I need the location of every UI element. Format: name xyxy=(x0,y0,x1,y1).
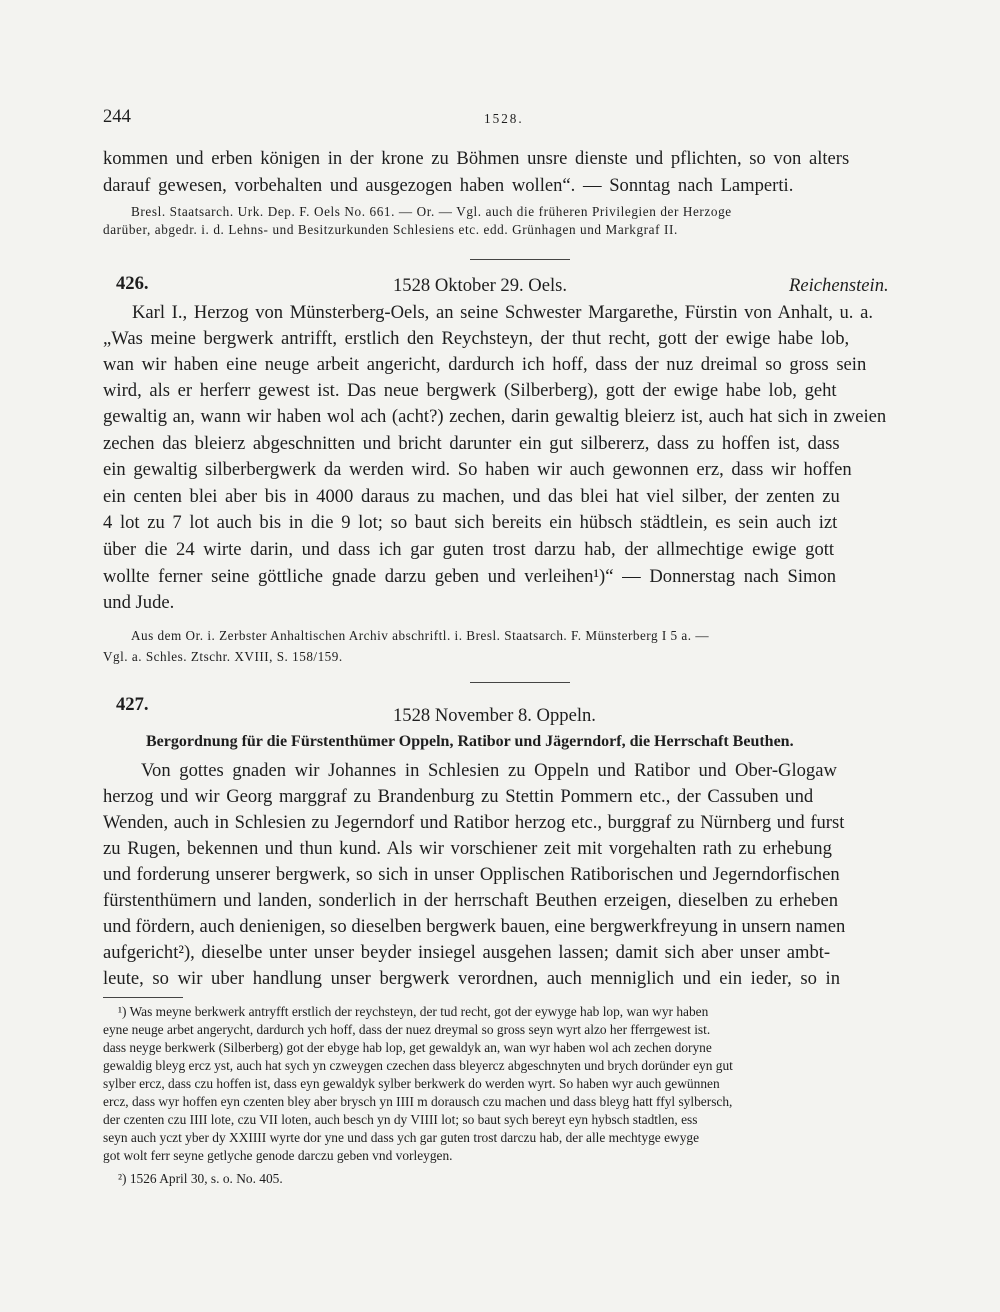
text-line: aufgericht²), dieselbe unter unser beyder insiegel ausgehen lassen; damit sich aber unser ambt- xyxy=(103,942,831,963)
source-note: Vgl. a. Schles. Ztschr. XVIII, S. 158/159. xyxy=(103,649,343,664)
document-date: 1528 Oktober 29. Oels. xyxy=(393,275,568,296)
text-line: und fördern, auch denienigen, so dieselben bergwerk bauen, eine bergwerkfreyung in unsern namen xyxy=(103,916,846,937)
footnote-line: eyne neuge arbet angerycht, dardurch ych hoff, dass der nuez dreymal so gross seyn wyrt alzo her fferrgewest ist. xyxy=(103,1022,711,1037)
footnote-rule xyxy=(103,997,183,998)
text-line: wird, als er herferr gewest ist. Das neue bergwerk (Silberberg), gott der ewige habe lob, geht xyxy=(103,380,837,401)
separator-line xyxy=(470,682,570,683)
text-line: 4 lot zu 7 lot auch bis in die 9 lot; so baut sich bereits ein hübsch städtlein, es sein auch izt xyxy=(103,512,838,533)
footnote-line: got wolt ferr seyne getlyche genode darczu geben vnd vorleygen. xyxy=(103,1148,453,1163)
footnote-line: gewaldig bleyg ercz yst, auch hat sych yn czweygen czechen dass bleyercz abgeschnyten und brych doründer eyn gut xyxy=(103,1058,733,1073)
text-line: Von gottes gnaden wir Johannes in Schlesien zu Oppeln und Ratibor und Ober-Glogaw xyxy=(141,760,837,781)
text-line: wan wir haben eine neuge arbeit angericht, dardurch ich hoff, dass der nuz dreimal so gross sein xyxy=(103,354,867,375)
text-line: leute, so wir uber handlung unser bergwerk verordnen, auch menniglich und ein ieder, so in xyxy=(103,968,841,989)
footnote-line: der czenten czu IIII lote, czu VII loten, auch besch yn dy VIIII lot; so baut sych bereyt eyn hybsch stadtlen, ess xyxy=(103,1112,698,1127)
text-line: zechen das bleierz abgeschnitten und bricht darunter ein gut silbererz, dass zu hoffen ist, dass xyxy=(103,433,840,454)
footnote-line: dass neyge berkwerk (Silberberg) got der ebyge hab lop, get gewaldyk an, wan wyr haben wol ach zechen doryne xyxy=(103,1040,712,1055)
page-number: 244 xyxy=(103,106,131,127)
footnote-line: sylber ercz, dass czu hoffen ist, dass eyn gewaldyk sylber berkwerk do werden wyrt. So haben wyr auch gewünnen xyxy=(103,1076,720,1091)
footnote-line: seyn auch yczt yber dy XXIIII wyrte dor yne und dass ych gar guten trost darczu hab, der alle mechtyge ewyge xyxy=(103,1130,700,1145)
document-number: 426. xyxy=(116,273,149,294)
text-line: herzog und wir Georg marggraf zu Brandenburg zu Stettin Pommern etc., der Cassuben und xyxy=(103,786,814,807)
footnote-line: ¹) Was meyne berkwerk antryfft erstlich der reychsteyn, der tud recht, got der eywyge hab lop, wan wyr haben xyxy=(118,1004,709,1019)
archive-location: Reichenstein. xyxy=(789,275,889,296)
running-header-year: 1528. xyxy=(484,111,524,126)
document-date: 1528 November 8. Oppeln. xyxy=(393,705,596,726)
footnote-line: ²) 1526 April 30, s. o. No. 405. xyxy=(118,1171,283,1186)
document-number: 427. xyxy=(116,694,149,715)
footnote-line: ercz, dass wyr hoffen eyn czenten bley aber brysch yn IIII m dorausch czu machen und dass bleyg hatt ffyl sylbersch, xyxy=(103,1094,733,1109)
text-line: über die 24 wirte darin, und dass ich gar guten trost darzu hab, der allmechtige ewige gott xyxy=(103,539,835,560)
text-line: zu Rugen, bekennen und thun kund. Als wir vorschiener zeit mit vorgehalten rath zu erhebung xyxy=(103,838,832,859)
text-line: „Was meine bergwerk antrifft, erstlich den Reychsteyn, der thut recht, gott der ewige habe lob, xyxy=(103,328,850,349)
text-line: wollte ferner seine göttliche gnade darzu geben und verleihen¹)“ — Donnerstag nach Simon xyxy=(103,566,837,587)
text-line: darauf gewesen, vorbehalten und ausgezogen haben wollen“. — Sonntag nach Lamperti. xyxy=(103,175,794,196)
source-note: Bresl. Staatsarch. Urk. Dep. F. Oels No. 661. — Or. — Vgl. auch die früheren Privilegien der Herzoge xyxy=(131,204,732,219)
source-note: darüber, abgedr. i. d. Lehns- und Besitzurkunden Schlesiens etc. edd. Grünhagen und Markgraf II. xyxy=(103,222,678,237)
source-note: Aus dem Or. i. Zerbster Anhaltischen Archiv abschriftl. i. Bresl. Staatsarch. F. Münsterberg I 5 a. — xyxy=(131,628,710,643)
text-line: fürstenthümern und landen, sonderlich in der herrschaft Beuthen erzeigen, dieselben zu erheben xyxy=(103,890,838,911)
text-line: und forderung unserer bergwerk, so sich in unser Opplischen Ratiborischen und Jegerndorfischen xyxy=(103,864,840,885)
text-line: und Jude. xyxy=(103,592,175,613)
text-line: Karl I., Herzog von Münsterberg-Oels, an seine Schwester Margarethe, Fürstin von Anhalt, u. a. xyxy=(132,302,873,323)
text-line: ein gewaltig silberbergwerk da werden wird. So haben wir auch gewonnen erz, dass wir hoffen xyxy=(103,459,852,480)
text-line: kommen und erben königen in der krone zu Böhmen unsre dienste und pflichten, so von alters xyxy=(103,148,850,169)
text-line: Wenden, auch in Schlesien zu Jegerndorf und Ratibor herzog etc., burggraf zu Nürnberg und furst xyxy=(103,812,845,833)
text-line: ein centen blei aber bis in 4000 daraus zu machen, und das blei hat viel silber, der zenten zu xyxy=(103,486,840,507)
document-title: Bergordnung für die Fürstenthümer Oppeln, Ratibor und Jägerndorf, die Herrschaft Beuthen. xyxy=(146,733,794,750)
separator-line xyxy=(470,259,570,260)
text-line: gewaltig an, wann wir haben wol ach (acht?) zechen, darin gewaltig bleierz ist, auch hat sich in zweien xyxy=(103,406,887,427)
